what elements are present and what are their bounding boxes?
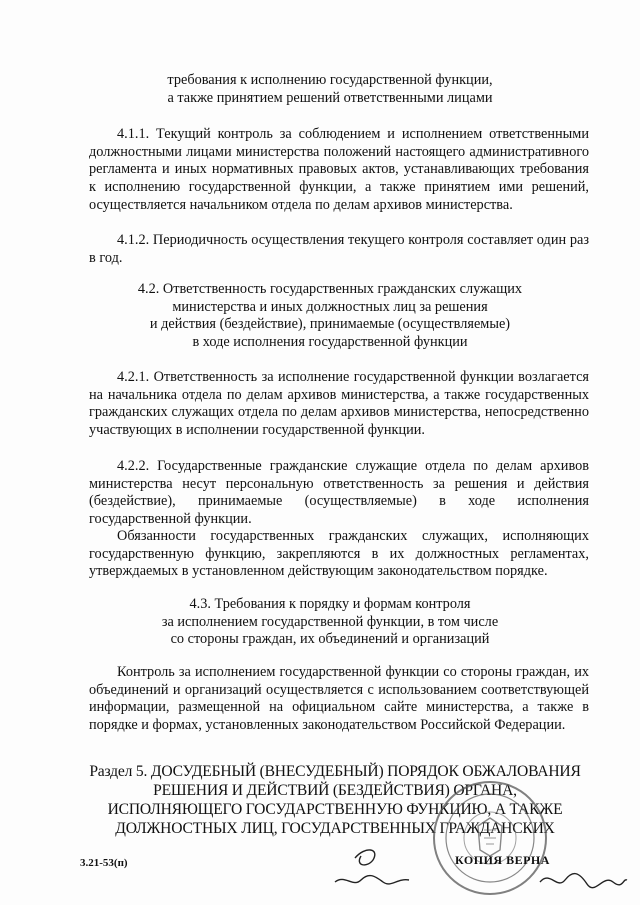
document-code: 3.21-53(п) [80, 857, 128, 869]
handwritten-signature-left [325, 838, 415, 898]
official-seal-stamp [430, 778, 550, 898]
paragraph-duties: Обязанности государственных гражданских служащих, исполняющих государственную функцию, закрепляются в их должностных регламентах, утверждаемых в установленном действующим законодательством порядке. [89, 528, 589, 580]
paragraph-4-2-1: 4.2.1. Ответственность за исполнение государственной функции возлагается на начальника отдела по делам архивов министерства, а также государственных гражданских служащих отдела по делам архивов министерства, непосредственно участвующих в исполнении государственной функции. [89, 369, 589, 439]
paragraph-control: Контроль за исполнением государственной функции со стороны граждан, их объединений и организаций осуществляется с использованием соответствующей информации, размещенной на официальном сайте министерства, а также в порядке и формах, установленных законодательством Российской Федерации. [89, 664, 589, 734]
top-heading [60, 72, 600, 107]
handwritten-signature-right [535, 860, 630, 900]
section-5-heading: Раздел 5. ДОСУДЕБНЫЙ (ВНЕСУДЕБНЫЙ) ПОРЯДОК ОБЖАЛОВАНИЯ РЕШЕНИЯ И ДЕЙСТВИЙ (БЕЗДЕЙСТВИЯ) ОРГАНА, ИСПОЛНЯЮЩЕГО ГОСУДАРСТВЕННУЮ ФУНКЦИЮ, А ТАКЖЕ ДОЛЖНОСТНЫХ ЛИЦ, ГОСУДАРСТВЕННЫХ ГРАЖДАНСКИХ [89, 763, 581, 837]
top-heading-line-1: требования к исполнению государственной функции, [167, 72, 493, 88]
copy-certified-stamp: КОПИЯ ВЕРНА [455, 853, 550, 867]
section-heading-4-2: 4.2. Ответственность государственных гражданских служащих министерства и иных должностных лиц за решения и действия (бездействие), принимаемые (осуществляемые) в ходе исполнения государственной функции [137, 281, 523, 351]
paragraph-4-1-1: 4.1.1. Текущий контроль за соблюдением и исполнением ответственными должностными лицами министерства положений настоящего административного регламента и иных нормативных правовых актов, устанавливающих требования к исполнению государственной функции, а также принятием ими решений, осуществляется начальником отдела по делам архивов министерства. [89, 126, 589, 213]
section-heading-4-3: 4.3. Требования к порядку и формам контроля за исполнением государственной функции, в том числе со стороны граждан, их объединений и организаций [161, 596, 499, 648]
paragraph-4-2-2: 4.2.2. Государственные гражданские служащие отдела по делам архивов министерства несут персональную ответственность за решения и действия (бездействие), принимаемые (осуществляемые) в ходе исполнения государственной функции. [89, 458, 589, 528]
paragraph-4-1-2: 4.1.2. Периодичность осуществления текущего контроля составляет один раз в год. [89, 232, 589, 266]
top-heading-line-2: а также принятием решений ответственными лицами [167, 89, 493, 106]
